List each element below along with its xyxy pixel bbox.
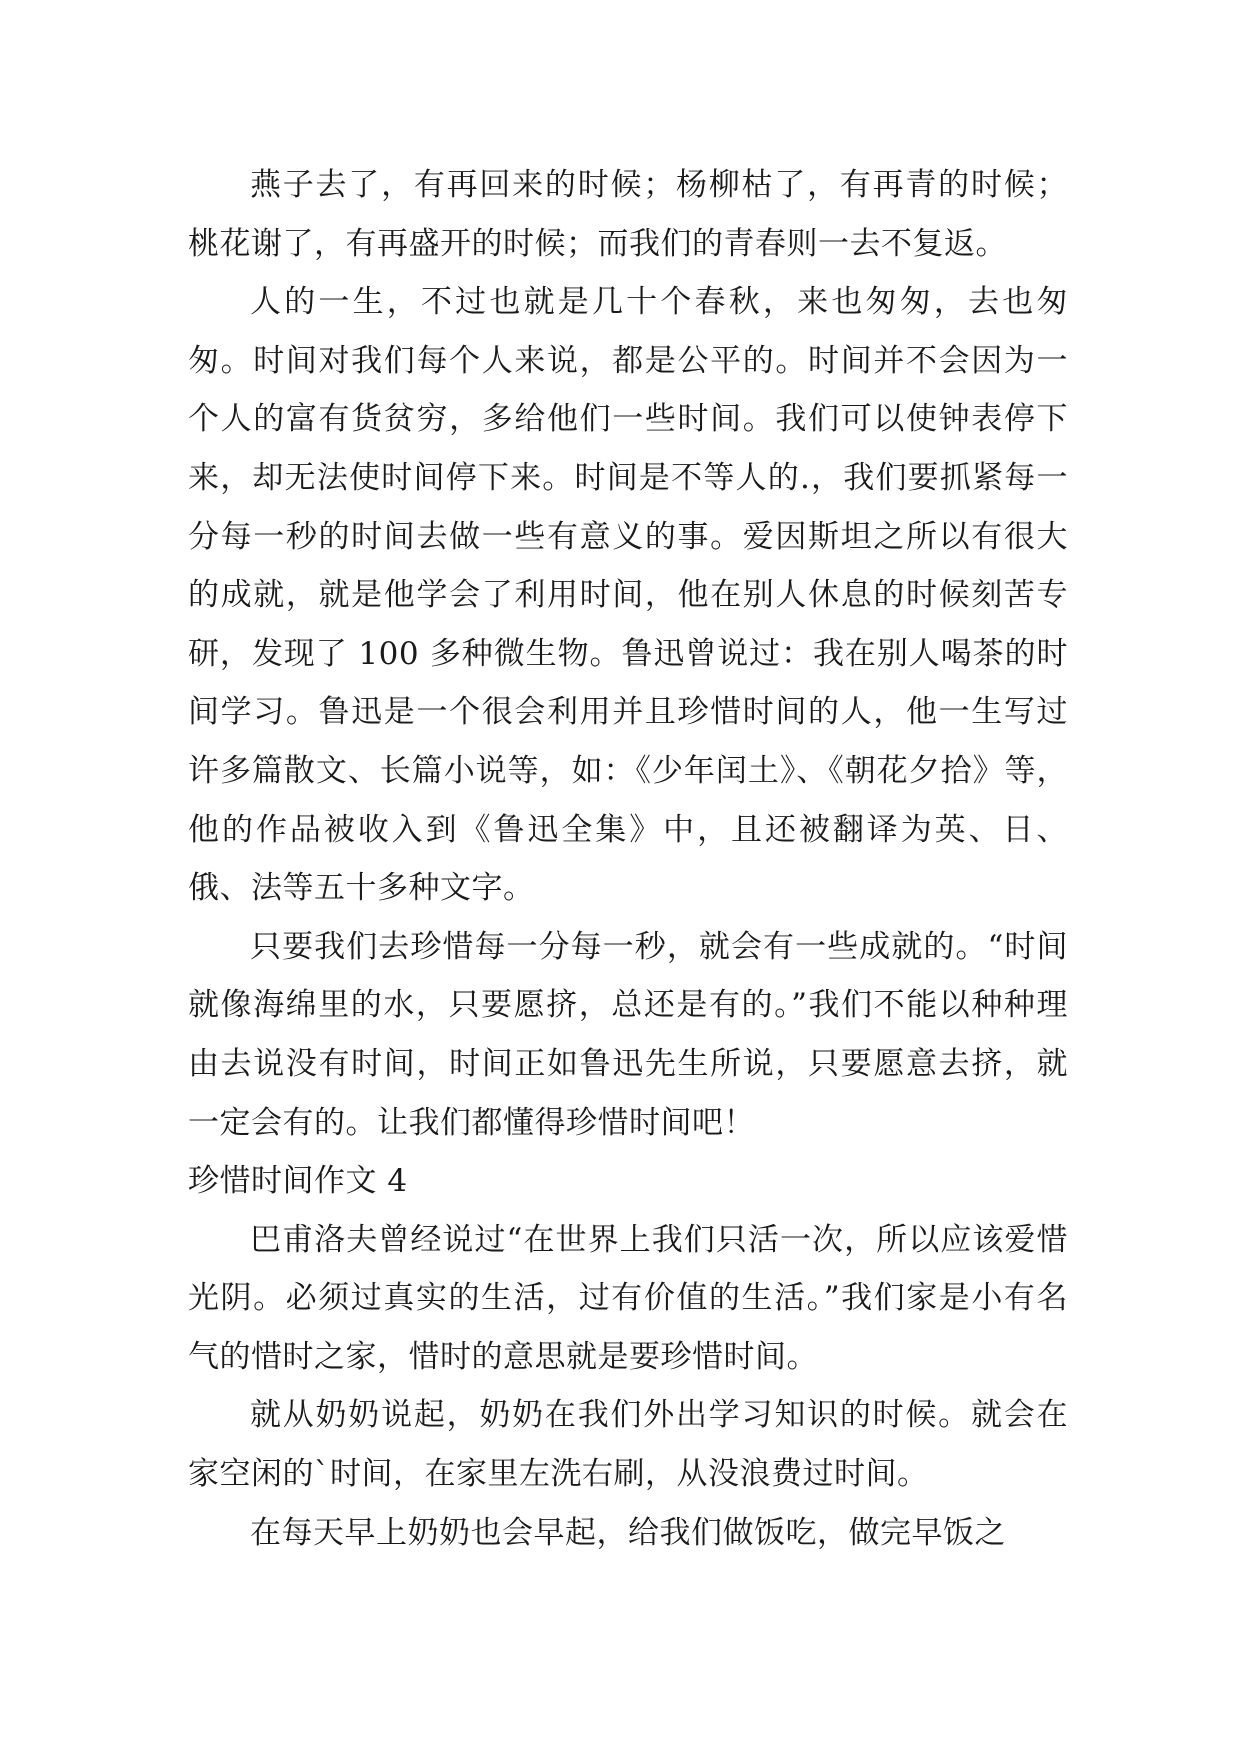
document-page: [188, 156, 1068, 1562]
paragraph: 巴甫洛夫曾经说过“在世界上我们只活一次，所以应该爱惜光阴。必须过真实的生活，过有价值的生活。”我们家是小有名气的惜时之家，惜时的意思就是要珍惜时间。: [188, 1221, 1068, 1375]
paragraph: 就从奶奶说起，奶奶在我们外出学习知识的时候。就会在家空闲的`时间，在家里左洗右刷，从没浪费过时间。: [188, 1397, 1068, 1493]
paragraph: 只要我们去珍惜每一分每一秒，就会有一些成就的。“时间就像海绵里的水，只要愿挤，总还是有的。”我们不能以种种理由去说没有时间，时间正如鲁迅先生所说，只要愿意去挤，就一定会有的。让我们都懂得珍惜时间吧！: [188, 928, 1068, 1141]
paragraph: 在每天早上奶奶也会早起，给我们做饭吃，做完早饭之: [250, 1514, 1006, 1551]
paragraph: 人的一生，不过也就是几十个春秋，来也匆匆，去也匆匆。时间对我们每个人来说，都是公平的。时间并不会因为一个人的富有货贫穷，多给他们一些时间。我们可以使钟表停下来，却无法使时间停下来。时间是不等人的.，我们要抓紧每一分每一秒的时间去做一些有意义的事。爱因斯坦之所以有很大的成就，就是他学会了利用时间，他在别人休息的时候刻苦专研，发现了 100 多种微生物。鲁迅曾说过：我在别人喝茶的时间学习。鲁迅是一个很会利用并且珍惜时间的人，他一生写过许多篇散文、长篇小说等，如：《少年闰土》、《朝花夕拾》等，他的作品被收入到《鲁迅全集》中，且还被翻译为英、日、俄、法等五十多种文字。: [188, 284, 1068, 907]
section-heading: 珍惜时间作文 4: [188, 1163, 408, 1200]
paragraph: 燕子去了，有再回来的时候；杨柳枯了，有再青的时候；桃花谢了，有再盛开的时候；而我们的青春则一去不复返。: [188, 167, 1068, 262]
